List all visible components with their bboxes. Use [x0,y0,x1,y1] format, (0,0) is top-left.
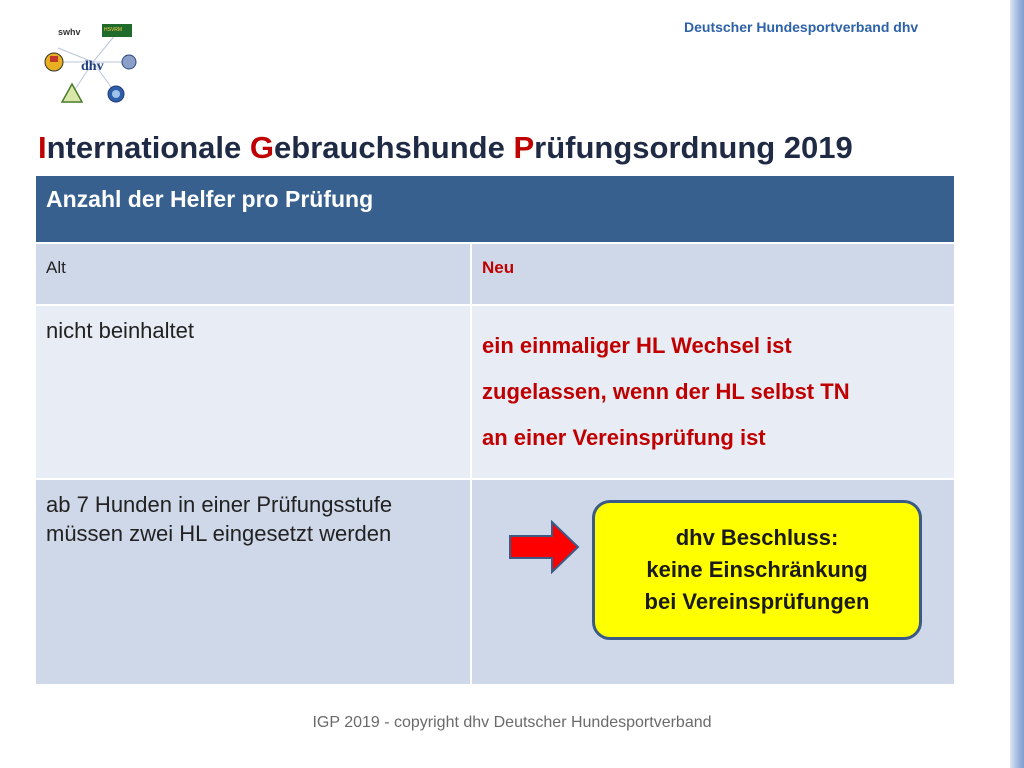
svg-text:HSVRM: HSVRM [104,27,123,33]
cell-old-line: ab 7 Hunden in einer Prüfungsstufe [46,492,393,517]
right-arrow-icon [508,520,580,574]
table-header [36,174,954,242]
club-logo-triangle [62,84,82,102]
comparison-table [36,174,954,684]
table-header-title: Anzahl der Helfer pro Prüfung [46,185,374,212]
slide-edge-bar [1010,0,1024,768]
cell-new-line: ein einmaliger HL Wechsel ist [482,333,792,358]
cell-new [472,480,954,684]
table-row [36,244,954,304]
logo-cluster [36,18,146,114]
cell-old: nicht beinhaltet [36,306,472,478]
cell-new [472,306,954,478]
callout-line: bei Vereinsprüfungen [644,589,870,614]
cell-old [36,480,472,684]
callout-line: keine Einschränkung [646,557,868,582]
table-row [36,306,954,478]
footer-copyright: IGP 2019 - copyright dhv Deutscher Hundesportverband [312,714,712,731]
swhv-logo: swhv [58,27,81,37]
dhv-logo: dhv [81,59,104,74]
callout-line: dhv Beschluss: [675,525,839,550]
column-header-old: Alt [36,244,472,304]
club-logos-graphic [36,18,146,114]
decision-callout [592,500,922,640]
cell-new-line: zugelassen, wenn der HL selbst TN [482,379,850,404]
page-title: Internationale Gebrauchshunde Prüfungsordnung 2019 [38,130,853,165]
club-logo-right [122,55,136,69]
org-name: Deutscher Hundesportverband dhv [684,19,919,35]
column-header-new: Neu [472,244,954,304]
cell-old-line: müssen zwei HL eingesetzt werden [46,521,392,546]
table-row [36,480,954,684]
cell-new-line: an einer Vereinsprüfung ist [482,425,766,450]
